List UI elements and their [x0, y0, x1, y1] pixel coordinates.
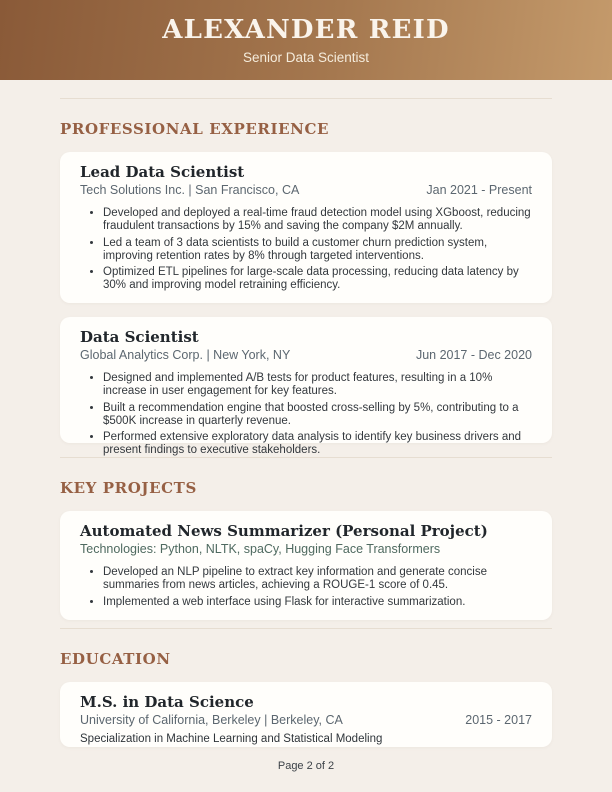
bullet-item: • Implemented a web interface using Flask for interactive summarization. [103, 596, 532, 609]
education-dates: 2015 - 2017 [465, 712, 532, 727]
project-bullet-list [80, 566, 532, 609]
job-dates: Jun 2017 - Dec 2020 [415, 348, 532, 362]
job-company-location: Tech Solutions Inc. | San Francisco, CA [80, 183, 300, 197]
resume-header-band [0, 0, 612, 80]
education-meta-row [80, 713, 532, 728]
education-specialization: Specialization in Machine Learning and Statistical Modeling [80, 732, 383, 745]
bullet-item: • Built a recommendation engine that boosted cross-selling by 5%, contributing to a $500K increase in quarterly revenue. [103, 402, 532, 428]
section-divider [60, 457, 552, 458]
job-title: Data Scientist [80, 328, 199, 346]
project-title: Automated News Summarizer (Personal Project) [80, 522, 488, 540]
section-heading-education: EDUCATION [60, 649, 171, 668]
job-dates: Jan 2021 - Present [426, 183, 532, 197]
section-heading-projects: KEY PROJECTS [60, 479, 197, 497]
job-title: Lead Data Scientist [80, 163, 245, 181]
job-bullet-list [80, 207, 532, 292]
project-entry-news-summarizer [60, 511, 552, 620]
experience-entry-data-scientist [60, 317, 552, 456]
experience-entry-lead-data-scientist [60, 152, 552, 303]
bullet-item: • Optimized ETL pipelines for large-scale data processing, reducing data latency by 30% and improving model retraining efficiency. [103, 266, 532, 292]
section-divider [60, 628, 552, 629]
candidate-name: ALEXANDER REID [162, 14, 450, 45]
candidate-role: Senior Data Scientist [242, 49, 370, 65]
page-number-label: Page 2 of 2 [277, 759, 335, 772]
job-bullet-list [80, 372, 532, 457]
degree-title: M.S. in Data Science [80, 692, 254, 711]
job-meta-row [80, 348, 532, 363]
header-divider [60, 98, 552, 99]
project-technologies: Technologies: Python, NLTK, spaCy, Hugging Face Transformers [80, 542, 441, 556]
bullet-item: • Designed and implemented A/B tests for product features, resulting in a 10% increase in user engagement for key features. [103, 372, 532, 398]
section-heading-experience: PROFESSIONAL EXPERIENCE [60, 120, 330, 138]
bullet-item: • Developed an NLP pipeline to extract key information and generate concise summaries from news articles, achieving a ROUGE-1 score of 0.45. [103, 566, 532, 592]
resume-body [0, 98, 612, 773]
job-meta-row [80, 183, 532, 198]
bullet-item: • Led a team of 3 data scientists to build a customer churn prediction system, improving retention rates by 8% through targeted interventions. [103, 237, 532, 263]
school-location: University of California, Berkeley | Berkeley, CA [80, 712, 343, 727]
education-entry-ms-data-science [60, 682, 552, 747]
bullet-item: • Performed extensive exploratory data analysis to identify key business drivers and present findings to executive stakeholders. [103, 431, 532, 457]
bullet-item: • Developed and deployed a real-time fraud detection model using XGboost, reducing fraudulent transactions by 15% and saving the company $2M annually. [103, 207, 532, 233]
job-company-location: Global Analytics Corp. | New York, NY [80, 348, 291, 362]
